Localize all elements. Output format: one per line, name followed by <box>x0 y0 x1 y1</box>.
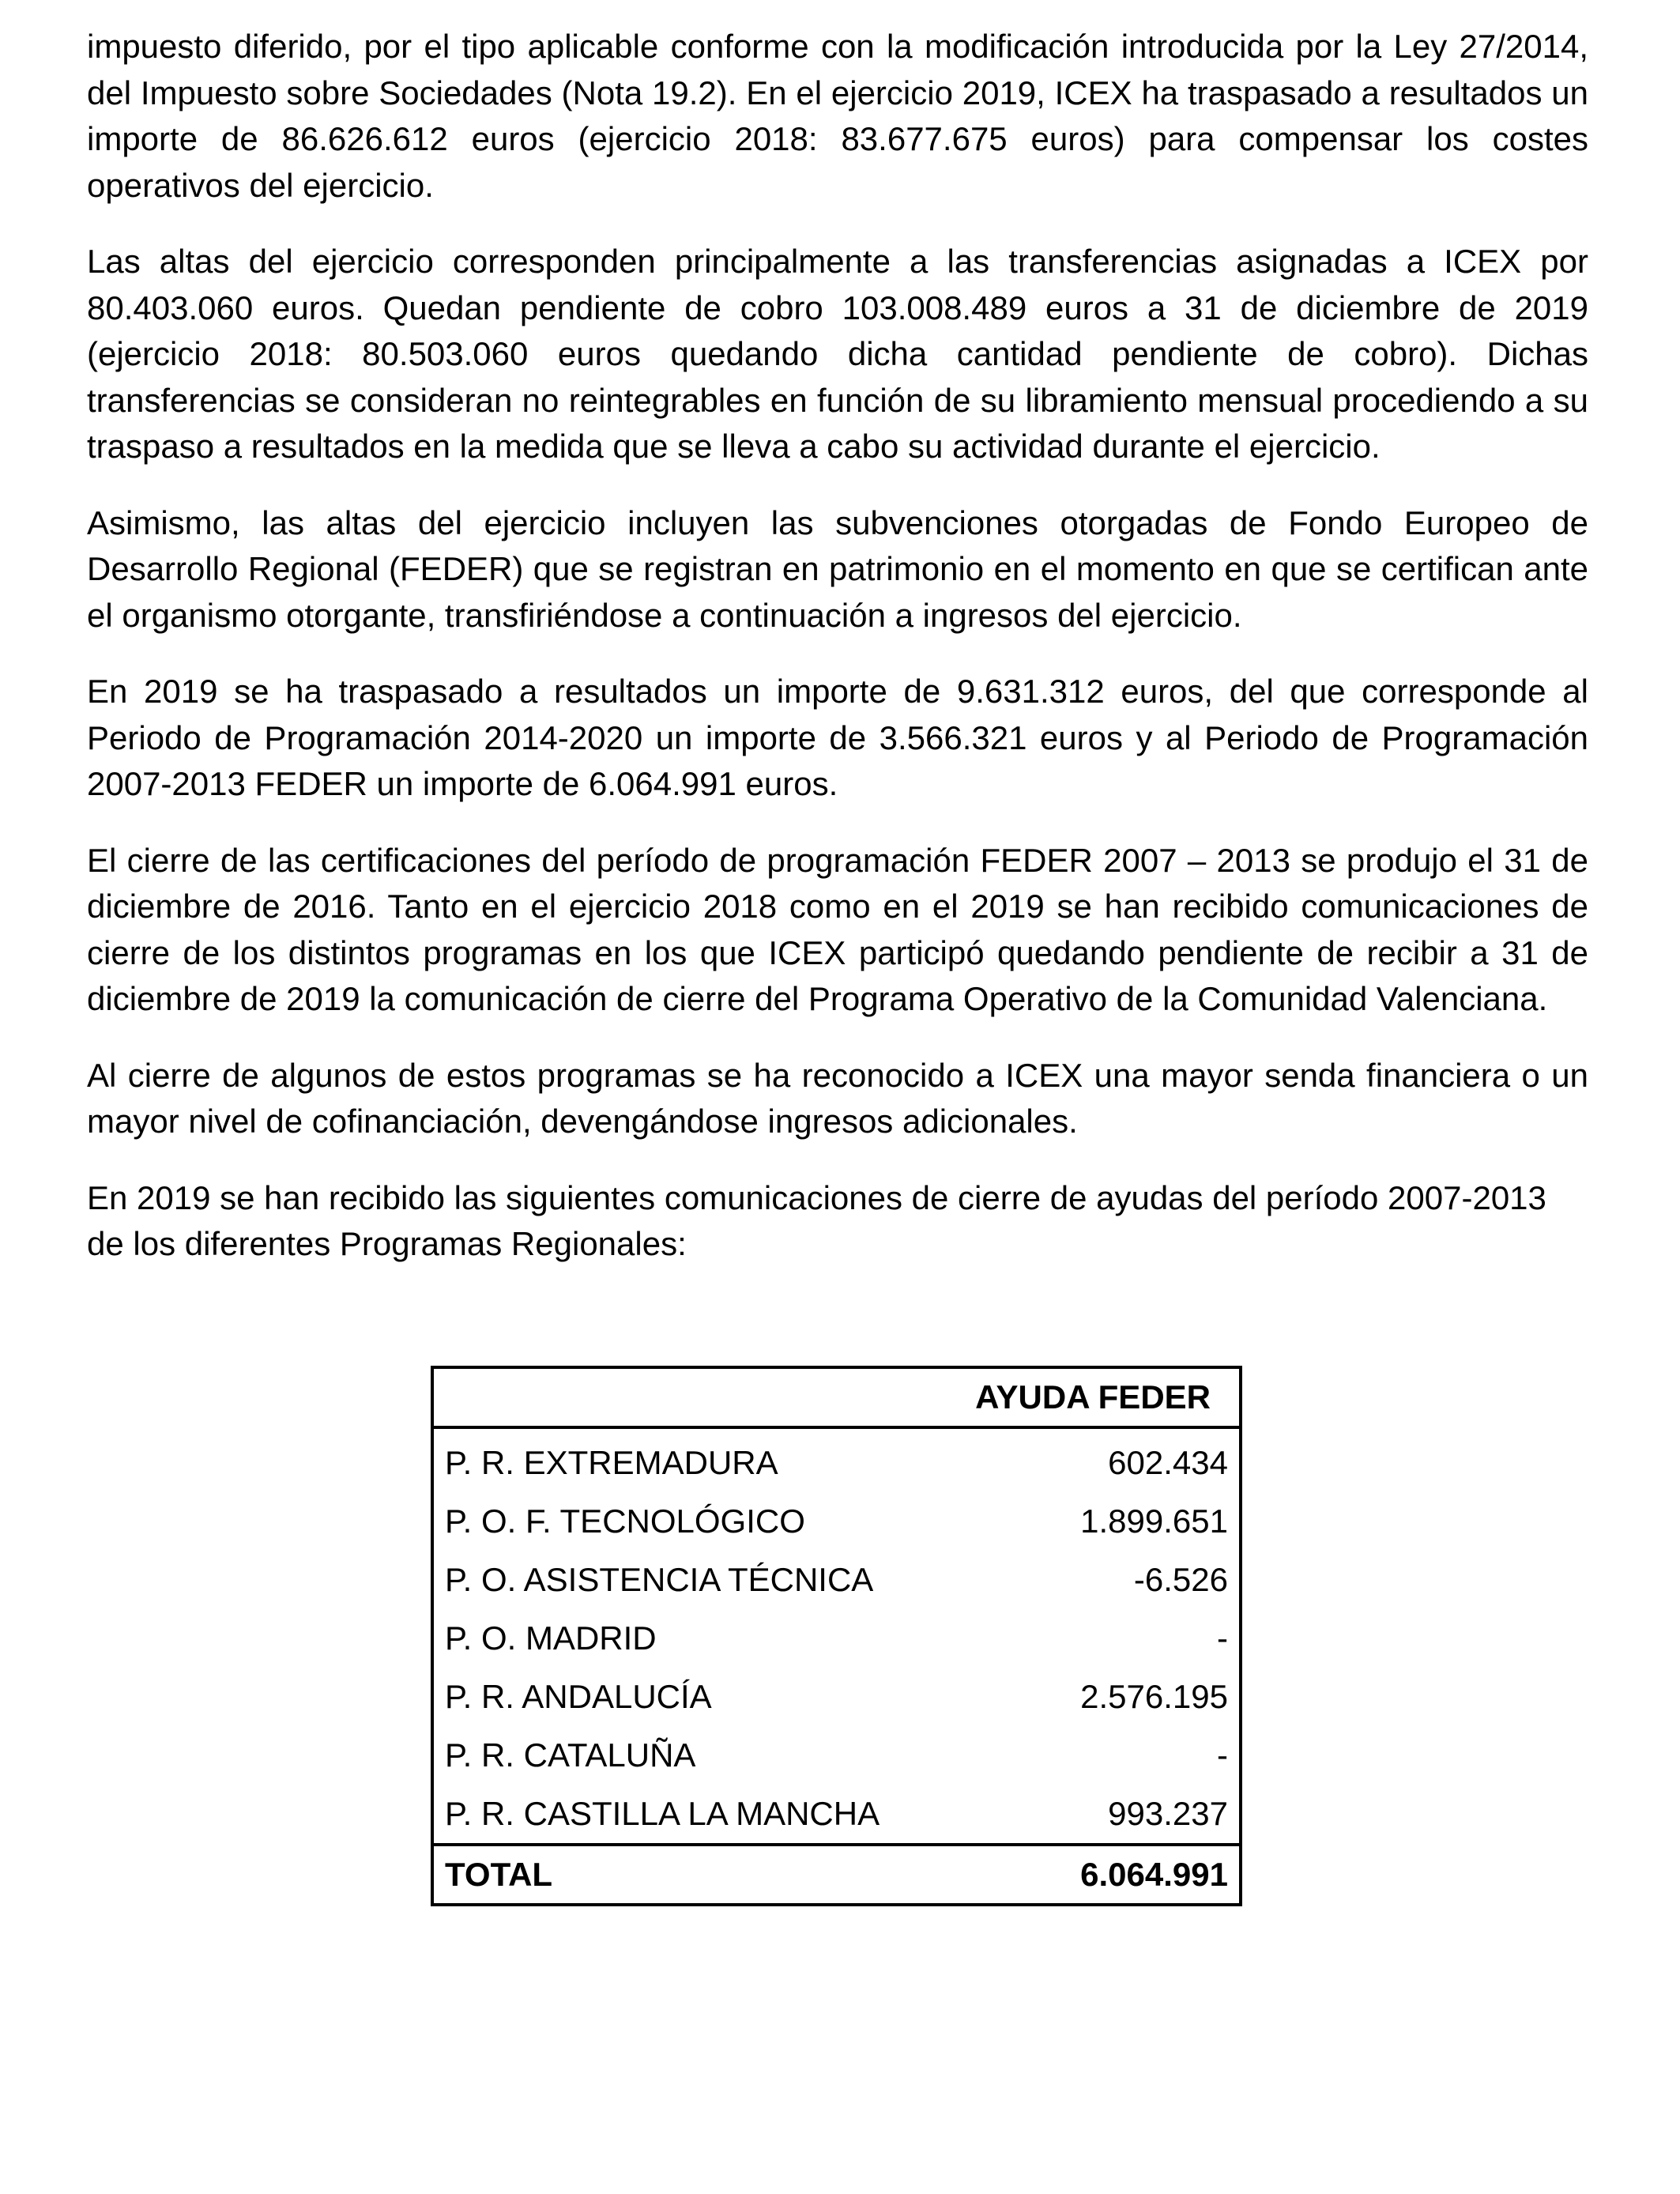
row-value: -6.526 <box>1133 1561 1228 1598</box>
row-label: P. O. MADRID <box>445 1619 657 1657</box>
row-label: P. R. CATALUÑA <box>445 1736 696 1774</box>
table-row <box>432 1668 1241 1726</box>
row-value: 2.576.195 <box>1080 1678 1228 1715</box>
paragraph-comunicaciones-cierre: En 2019 se han recibido las siguientes comunicaciones de cierre de ayudas del período 2007-2013 de los diferentes Programas Regionales: <box>87 1178 1546 1262</box>
paragraph-feder-subvenciones: Asimismo, las altas del ejercicio incluyen las subvenciones otorgadas de Fondo Europeo de Desarrollo Regional (FEDER) que se registran en patrimonio en el momento en que se certifican ante el organismo otorgante, transfiriéndose a continuación a ingresos del ejercicio. <box>87 503 1588 634</box>
total-label: TOTAL <box>432 1845 1021 1905</box>
table-total-row <box>432 1845 1241 1905</box>
paragraph-impuesto-diferido: impuesto diferido, por el tipo aplicable conforme con la modificación introducida por la Ley 27/2014, del Impuesto sobre Sociedades (Nota 19.2). En el ejercicio 2019, ICEX ha traspasado a resultados un importe de 86.626.612 euros (ejercicio 2018: 83.677.675 euros) para compensar los costes operativos del ejercicio. <box>87 28 1588 204</box>
table-row <box>432 1492 1241 1551</box>
row-label: P. R. EXTREMADURA <box>445 1444 778 1481</box>
feder-table <box>431 1366 1242 1906</box>
paragraph-cierre-certificaciones: El cierre de las certificaciones del período de programación FEDER 2007 – 2013 se produjo el 31 de diciembre de 2016. Tanto en el ejercicio 2018 como en el 2019 se han recibido comunicaciones de cierre de los distintos programas en los que ICEX participó quedando pendiente de recibir a 31 de diciembre de 2019 la comunicación de cierre del Programa Operativo de la Comunidad Valenciana. <box>87 841 1588 1017</box>
row-label: P. R. CASTILLA LA MANCHA <box>445 1795 880 1832</box>
table-row <box>432 1427 1241 1492</box>
row-value: - <box>1217 1736 1228 1774</box>
paragraph-traspaso-2019: En 2019 se ha traspasado a resultados un importe de 9.631.312 euros, del que corresponde al Periodo de Programación 2014-2020 un importe de 3.566.321 euros y al Periodo de Programación 2007-2013 FEDER un importe de 6.064.991 euros. <box>87 673 1588 802</box>
table-row <box>432 1785 1241 1845</box>
table-row <box>432 1609 1241 1668</box>
row-label: P. R. ANDALUCÍA <box>445 1678 712 1715</box>
paragraph-senda-financiera: Al cierre de algunos de estos programas se ha reconocido a ICEX una mayor senda financiera o un mayor nivel de cofinanciación, devengándose ingresos adicionales. <box>87 1056 1588 1140</box>
row-label: P. O. ASISTENCIA TÉCNICA <box>445 1561 874 1598</box>
table-header-row <box>432 1367 1241 1427</box>
row-label: P. O. F. TECNOLÓGICO <box>445 1502 805 1540</box>
feder-table-container <box>431 1366 1242 1906</box>
row-value: 602.434 <box>1108 1444 1228 1481</box>
table-row <box>432 1551 1241 1609</box>
total-value: 6.064.991 <box>1021 1845 1241 1905</box>
paragraph-altas-ejercicio: Las altas del ejercicio corresponden principalmente a las transferencias asignadas a ICEX por 80.403.060 euros. Quedan pendiente de cobro 103.008.489 euros a 31 de diciembre de 2019 (ejercicio 2018: 80.503.060 euros quedando dicha cantidad pendiente de cobro). Dichas transferencias se consideran no reintegrables en función de su libramiento mensual procediendo a su traspaso a resultados en la medida que se lleva a cabo su actividad durante el ejercicio. <box>87 243 1588 465</box>
table-row <box>432 1726 1241 1785</box>
column-header-ayuda-feder: AYUDA FEDER <box>432 1367 1241 1427</box>
document-page <box>87 24 1588 1298</box>
row-value: 1.899.651 <box>1080 1502 1228 1540</box>
row-value: 993.237 <box>1108 1795 1228 1832</box>
row-value: - <box>1217 1619 1228 1657</box>
